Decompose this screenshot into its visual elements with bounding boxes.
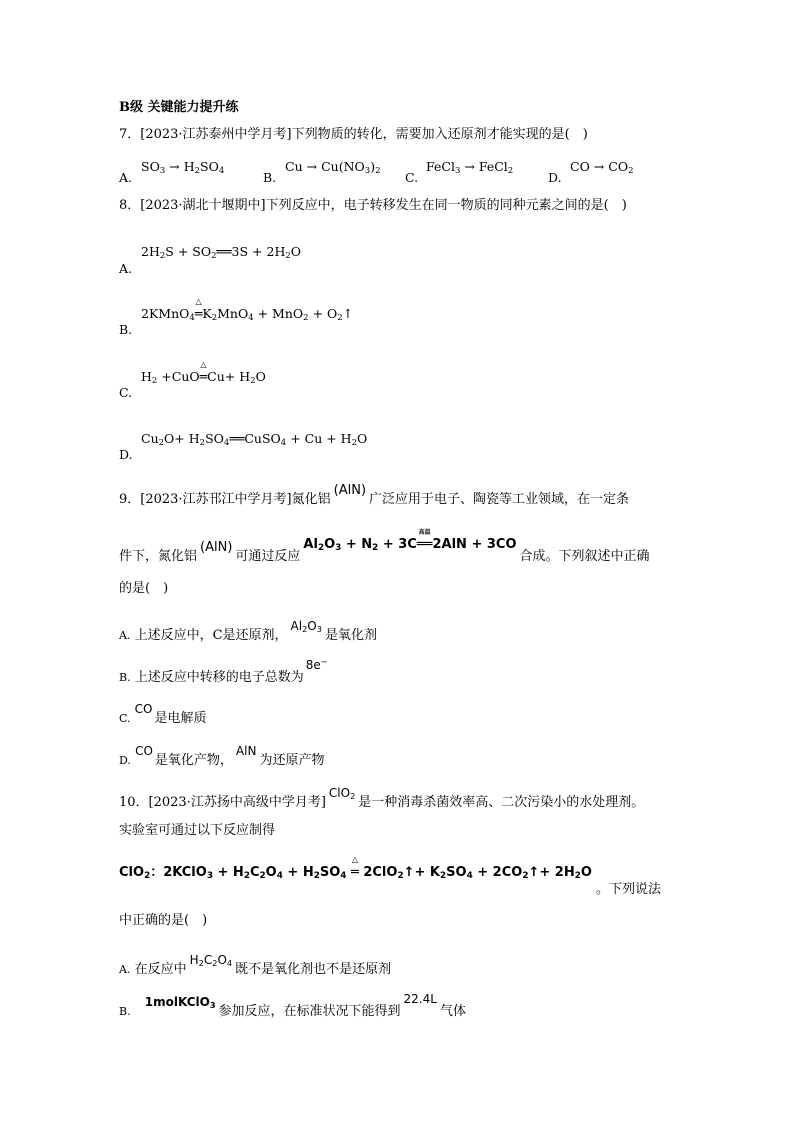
q7-option-b-letter: B.: [263, 170, 277, 185]
q8-option-d-letter: D.: [119, 447, 133, 462]
heat-condition: △: [195, 297, 202, 306]
q8-option-c-equation: $H_2 +CuO$ △ ═Cu+ $H_2O$: [141, 360, 266, 387]
q9-option-c: C. CO是电解质: [119, 702, 207, 726]
q9-option-a: A. 上述反应中，C是还原剂，$Al_2O_3$ 是氧化剂: [119, 619, 377, 643]
q10-line1: 10．[2023·江苏扬中高级中学月考]ClO$_2$ 是一种消毒杀菌效率高、二次污染小的水处理剂。: [119, 786, 645, 810]
heat-condition: △: [200, 360, 207, 369]
q7-option-c-formula: FeCl$_3$ → FeCl$_2$: [426, 159, 514, 177]
q7-option-d-formula: CO → $CO_2$: [570, 159, 634, 177]
aln-formula: (AlN): [333, 483, 367, 498]
high-temp-condition: 高温: [418, 529, 431, 536]
q7-option-a-letter: A.: [119, 170, 133, 185]
clo2-formula: ClO$_2$: [328, 786, 356, 802]
q10-option-a: A. 在反应中$H_2C_2O_4$ 既不是氧化剂也不是还原剂: [119, 953, 392, 977]
q8-stem: 8．[2023·湖北十堰期中]下列反应中，电子转移发生在同一物质的同种元素之间的是( ): [119, 198, 627, 213]
q8-option-d-equation: $Cu_2O+$ $H_2SO_4══CuSO_4 + Cu + H_2O$: [141, 431, 368, 449]
q9-option-b: B. 上述反应中转移的电子总数为8e−: [119, 656, 328, 685]
q8-option-b-letter: B.: [119, 322, 133, 337]
q8-option-b-equation: 2KMnO$_4$ △ $═K_2MnO_4 + MnO_2$ + $O_2↑$: [141, 297, 354, 324]
q8-option-c-letter: C.: [119, 385, 133, 400]
q10-equation: ClO$_2$：2KClO$_3$ + $H_2C_2O_4 + H_2SO_4$ △ ═ 2ClO$_2$↑+ $K_2SO_4$ + $2CO_2↑+ 2H_2O$: [119, 855, 592, 882]
q10-equation-line: ClO$_2$：2KClO$_3$ + $H_2C_2O_4 + H_2SO_4$ △ ═ 2ClO$_2$↑+ $K_2SO_4$ + $2CO_2↑+ 2H_2O$。下列说法: [119, 855, 661, 897]
q10-line2: 实验室可通过以下反应制得: [119, 823, 276, 838]
section-title: B级 关键能力提升练: [119, 100, 239, 115]
q7-stem: 7．[2023·江苏泰州中学月考]下列物质的转化，需要加入还原剂才能实现的是( ): [119, 127, 588, 142]
q9-equation: $Al_2O_3 + N_2 + 3C$ 高温 ══2AlN + 3CO: [303, 529, 517, 554]
q10-line4: 中正确的是( ): [119, 913, 208, 928]
q9-line1: 9．[2023·江苏邗江中学月考]氮化铝(AlN)广泛应用于电子、陶瓷等工业领域，在一定条: [119, 483, 630, 507]
aln-formula: (AlN): [200, 540, 233, 555]
q9-line2: 件下，氮化铝(AlN)可通过反应$Al_2O_3 + N_2 + 3C$ 高温 ══2AlN + 3CO合成。下列叙述中正确: [119, 529, 650, 564]
q9-line3: 的是( ): [119, 581, 169, 596]
q7-option-b-formula: $Cu \to Cu(NO_3)_2$: [285, 159, 381, 177]
q9-option-d: D. CO是氧化产物，AlN为还原产物: [119, 744, 325, 768]
q10-option-b: B. 1molKClO$_3$ 参加反应，在标准状况下能得到22.4L气体: [119, 992, 466, 1019]
q7-option-a-formula: $SO_3 \to H_2SO_4$: [141, 159, 225, 177]
q7-option-c-letter: C.: [405, 170, 419, 185]
q8-option-a-letter: A.: [119, 261, 133, 276]
heat-condition: △: [351, 855, 358, 864]
q7-option-d-letter: D.: [548, 170, 562, 185]
q8-option-a-equation: $2H_2S$ + $SO_2══3S + 2H_2O$: [141, 244, 302, 262]
